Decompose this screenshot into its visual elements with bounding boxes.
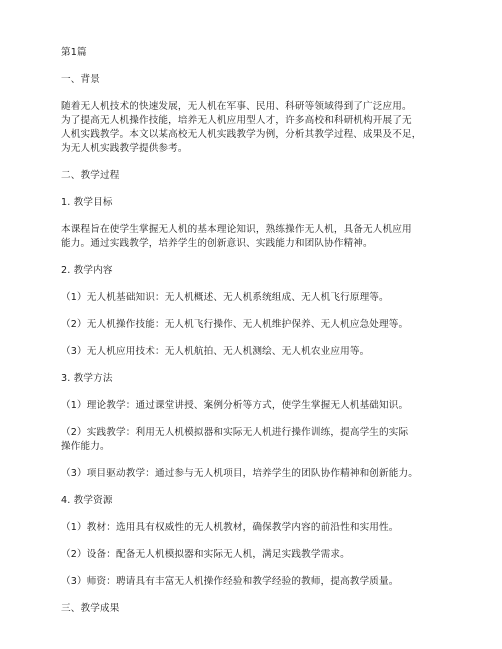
paragraph-line: 能力。通过实践教学，培养学生的创新意识、实践能力和团队协作精神。 [61, 238, 373, 249]
section-heading-process: 二、教学过程 [61, 170, 120, 181]
paragraph-line: 操作能力。 [61, 441, 110, 452]
paragraph-line: 本课程旨在使学生掌握无人机的基本理论知识，熟练操作无人机，具备无人机应用 [61, 224, 412, 235]
part-title: 第1篇 [61, 47, 87, 58]
list-item: （2）无人机操作技能：无人机飞行操作、无人机维护保养、无人机应急处理等。 [61, 319, 409, 330]
list-item: （1）教材：选用具有权威性的无人机教材，确保教学内容的前沿性和实用性。 [61, 522, 399, 533]
subheading-goal: 1. 教学目标 [61, 197, 113, 208]
paragraph-line: 为无人机实践教学提供参考。 [61, 143, 188, 154]
subheading-content: 2. 教学内容 [61, 265, 113, 276]
paragraph-line: 为了提高无人机操作技能，培养无人机应用型人才，许多高校和科研机构开展了无 [61, 115, 412, 126]
subheading-method: 3. 教学方法 [61, 373, 113, 384]
paragraph-line: 人机实践教学。本文以某高校无人机实践教学为例，分析其教学过程、成果及不足， [61, 129, 422, 140]
subheading-resource: 4. 教学资源 [61, 495, 113, 506]
section-heading-background: 一、背景 [61, 74, 100, 85]
list-item: （3）项目驱动教学：通过参与无人机项目，培养学生的团队协作精神和创新能力。 [61, 468, 419, 479]
list-item: （3）无人机应用技术：无人机航拍、无人机测绘、无人机农业应用等。 [61, 346, 370, 357]
list-item: （2）设备：配备无人机模拟器和实际无人机，满足实践教学需求。 [61, 549, 350, 560]
goal-paragraph [61, 223, 446, 251]
section-heading-results: 三、教学成果 [61, 603, 120, 614]
list-item [61, 426, 446, 454]
list-item: （1）无人机基础知识：无人机概述、无人机系统组成、无人机飞行原理等。 [61, 292, 389, 303]
list-item: （1）理论教学：通过课堂讲授、案例分析等方式，使学生掌握无人机基础知识。 [61, 400, 409, 411]
paragraph-line: 随着无人机技术的快速发展，无人机在军事、民用、科研等领域得到了广泛应用。 [61, 101, 412, 112]
list-item: （3）师资：聘请具有丰富无人机操作经验和教学经验的教师，提高教学质量。 [61, 576, 399, 587]
background-paragraph [61, 100, 446, 156]
paragraph-line: （2）实践教学：利用无人机模拟器和实际无人机进行操作训练，提高学生的实际 [61, 427, 409, 438]
